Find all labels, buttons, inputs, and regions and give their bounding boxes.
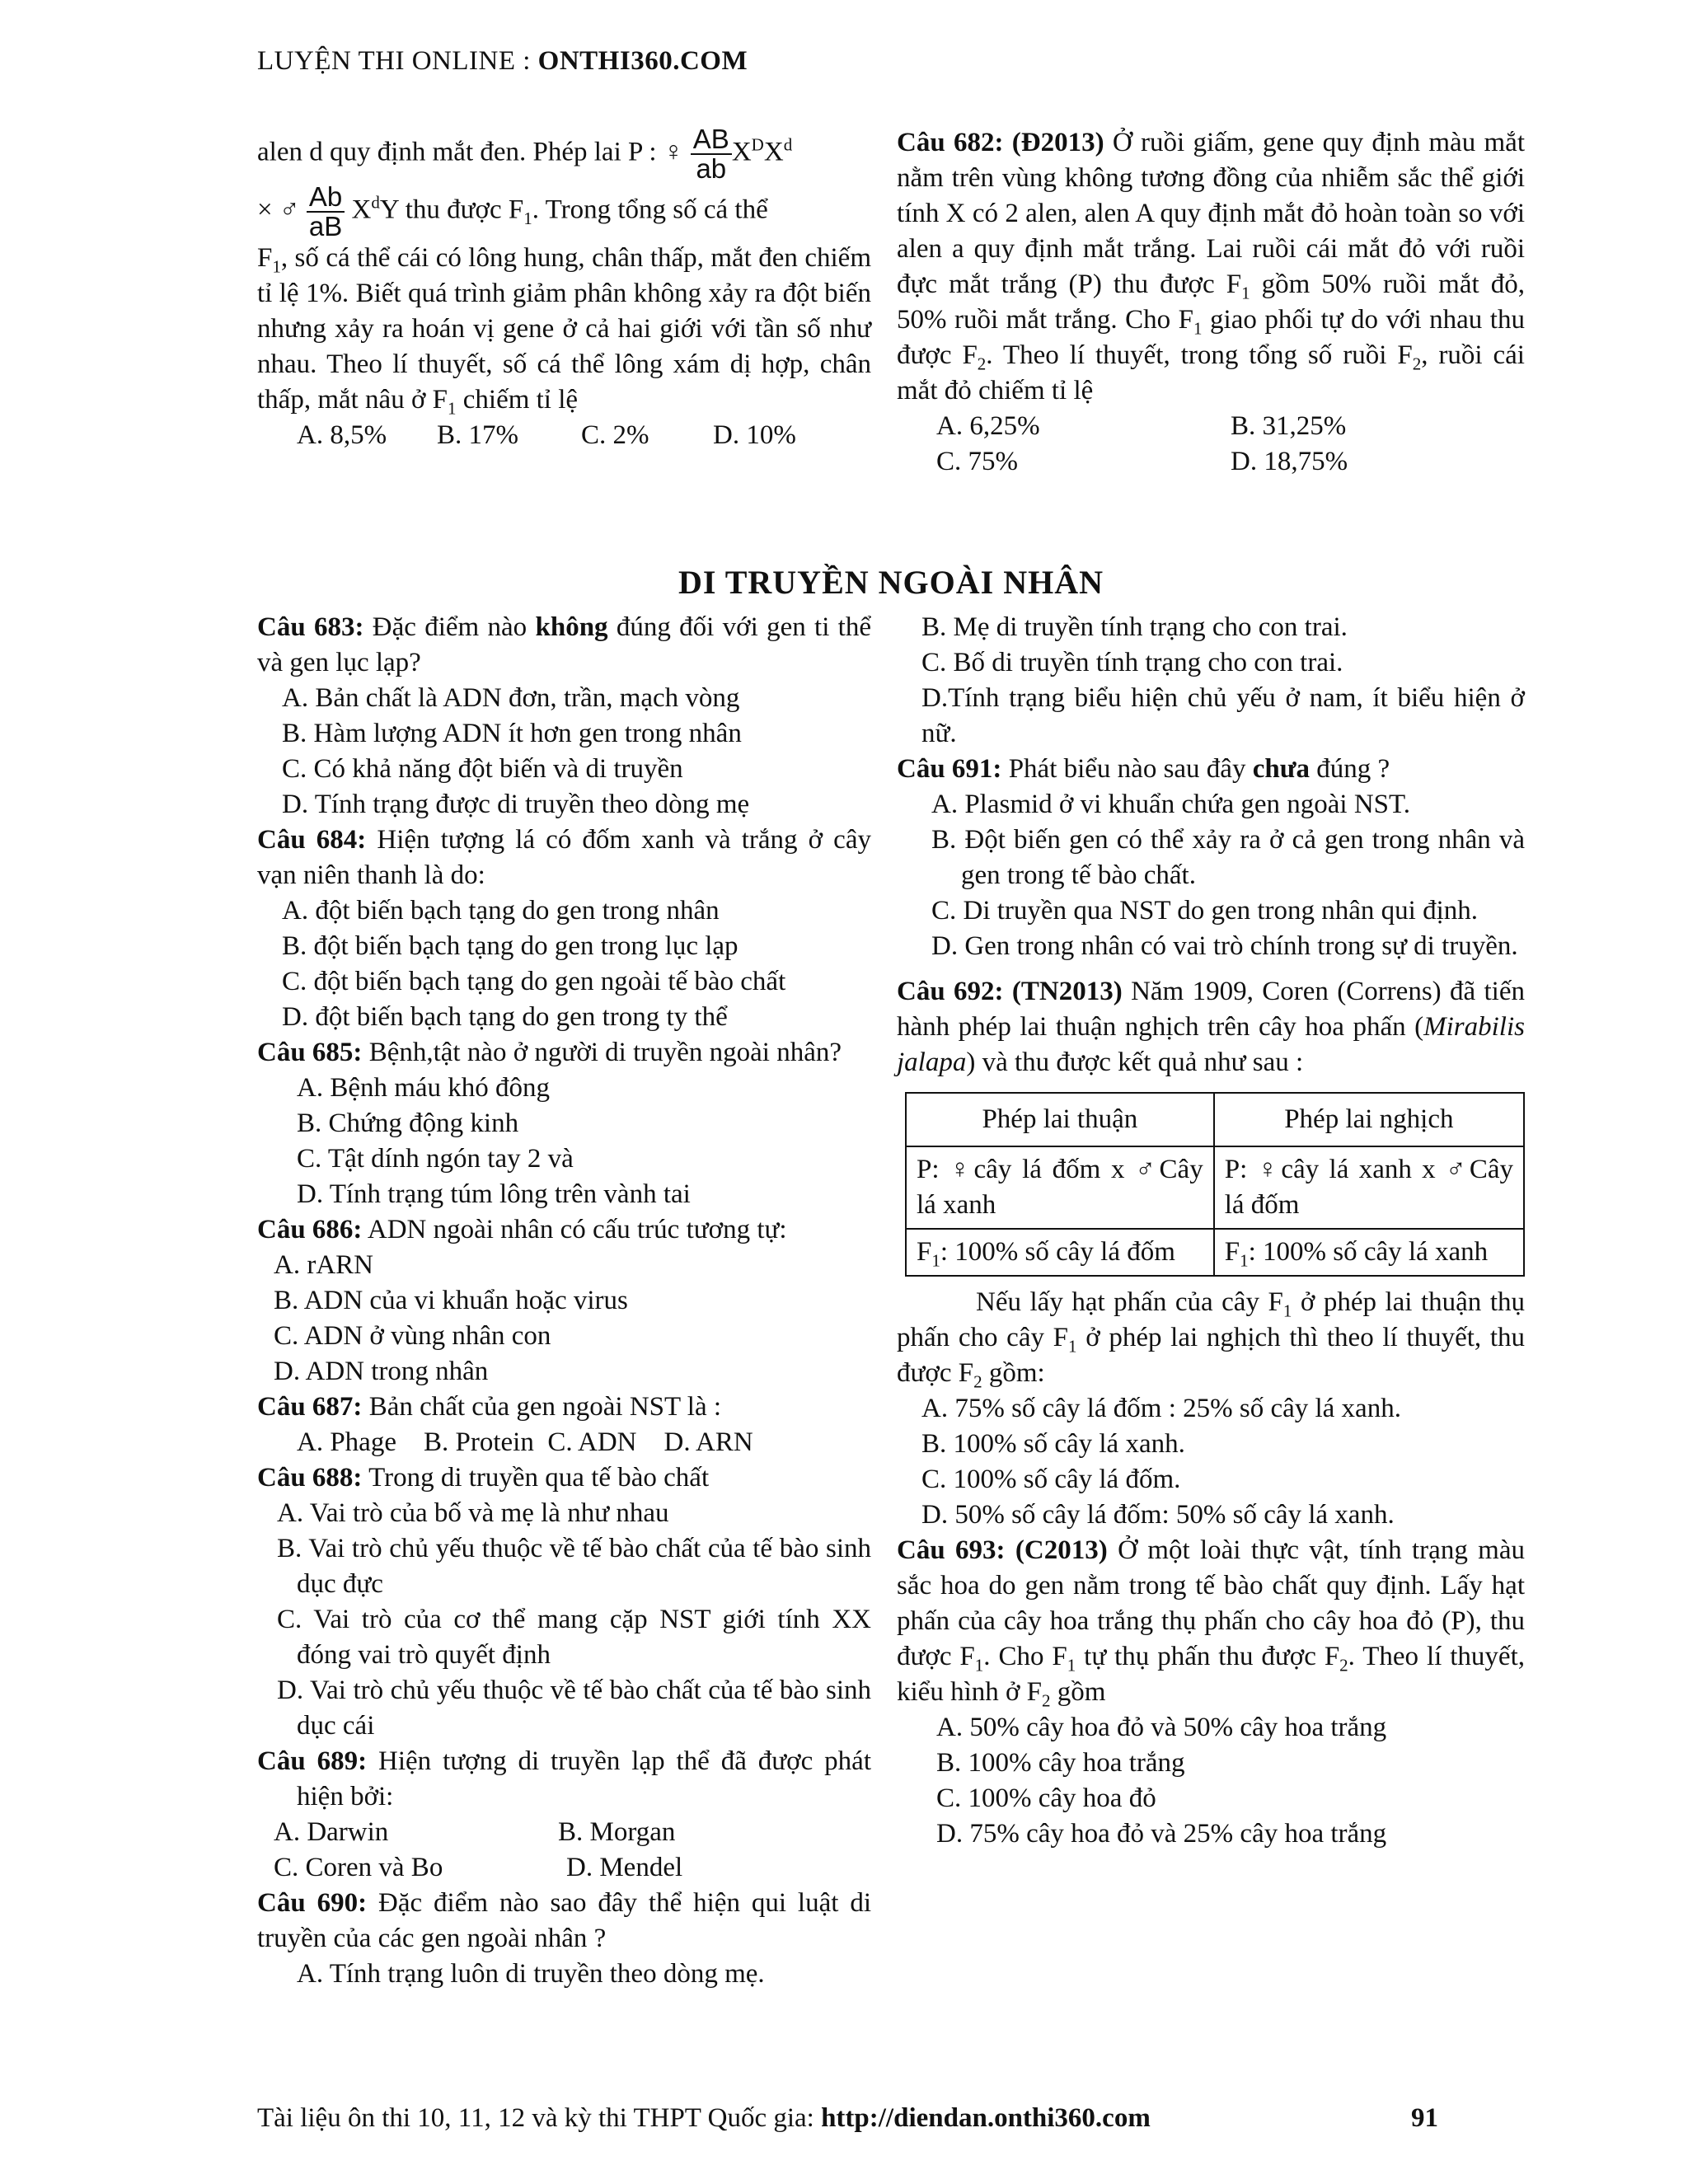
- option-c[interactable]: C. 100% cây hoa đỏ: [936, 1783, 1156, 1813]
- option-b[interactable]: B. Morgan: [558, 1817, 676, 1847]
- option-c[interactable]: C. Coren và Bo: [274, 1853, 443, 1882]
- question-689: Câu 689: Hiện tượng di truyền lạp thể đã được phát hiện bởi: A. Darwin B. Morgan C. Coren và Bo D. Mendel: [257, 1744, 871, 1886]
- question-690: Câu 690: Đặc điểm nào sao đây thể hiện qui luật di truyền của các gen ngoài nhân ? A. Tính trạng luôn di truyền theo dòng mẹ.: [257, 1886, 871, 1992]
- option-c[interactable]: C. Có khả năng đột biến và di truyền: [282, 754, 683, 784]
- option-d[interactable]: D. 18,75%: [1231, 447, 1348, 476]
- option-b[interactable]: B. Protein: [423, 1427, 534, 1457]
- question-682: Câu 682: (Đ2013) Ở ruồi giấm, gene quy định màu mắt nằm trên vùng không tương đồng của nhiễm sắc thể giới tính X có 2 alen, alen A quy định mắt đỏ hoàn toàn so với alen a quy định mắt trắng. Lai ruồi cái mắt đỏ với ruồi đực mắt trắng (P) thu được $F_1$ gồm 50% ruồi mắt đỏ, 50% ruồi mắt trắng. Cho $F_1$ giao phối tự do với nhau thu được $F_2$. Theo lí thuyết, trong tổng số ruồi $F_2$, ruồi cái mắt đỏ chiếm tỉ lệ A. 6,25% B. 31,25% C. 75% D. 18,75%: [897, 125, 1525, 480]
- option-a[interactable]: A. Bản chất là ADN đơn, trần, mạch vòng: [282, 683, 740, 713]
- option-b[interactable]: B. Mẹ di truyền tính trạng cho con trai.: [921, 612, 1348, 642]
- option-c[interactable]: C. ADN: [547, 1427, 637, 1457]
- table-cell: P: ♀cây lá xanh x ♂Cây lá đốm: [1214, 1146, 1524, 1229]
- question-683: Câu 683: Đặc điểm nào không đúng đối với gen ti thể và gen lục lạp? A. Bản chất là ADN đơn, trần, mạch vòng B. Hàm lượng ADN ít hơn gen trong nhân C. Có khả năng đột biến và di truyền D. Tính trạng được di truyền theo dòng mẹ: [257, 610, 871, 823]
- option-d[interactable]: D. 10%: [713, 420, 796, 450]
- option-b[interactable]: B. 17%: [437, 420, 518, 450]
- question-688: Câu 688: Trong di truyền qua tế bào chất A. Vai trò của bố và mẹ là như nhau B. Vai trò chủ yếu thuộc về tế bào chất của tế bào sinh dục đực C. Vai trò của cơ thể mang cặp NST giới tính XX đóng vai trò quyết định D. Vai trò chủ yếu thuộc về tế bào chất của tế bào sinh dục cái: [257, 1460, 871, 1744]
- option-c[interactable]: C. Vai trò của cơ thể mang cặp NST giới tính XX đóng vai trò quyết định: [277, 1605, 871, 1670]
- cross-table: [905, 1092, 1525, 1277]
- prev-question-text: alen d quy định mắt đen. Phép lai P : ♀ $\frac{AB}{ab}$ $X^DX^d$ × ♂ $\frac{Ab}{aB}$ $X^dY$ thu được $F_1$. Trong tổng số cá thể $F_1$, số cá thể cái có lông hung, chân thấp, mắt đen chiếm tỉ lệ 1%. Biết quá trình giảm phân không xảy ra đột biến nhưng xảy ra hoán vị gene ở cả hai giới với tần số như nhau. Theo lí thuyết, số cá thể lông xám dị hợp, chân thấp, mắt nâu ở $F_1$ chiếm tỉ lệ: [257, 124, 871, 419]
- top-left-column: [257, 125, 871, 453]
- question-label: Câu 692: (TN2013): [897, 977, 1123, 1006]
- genotype-fraction-2: $\frac{Ab}{aB}$: [307, 183, 345, 241]
- option-b[interactable]: B. 100% số cây lá xanh.: [921, 1429, 1185, 1459]
- option-a[interactable]: A. Tính trạng luôn di truyền theo dòng mẹ.: [297, 1959, 765, 1989]
- option-c[interactable]: C. đột biến bạch tạng do gen ngoài tế bào chất: [282, 967, 786, 996]
- option-b[interactable]: B. đột biến bạch tạng do gen trong lục lạp: [282, 931, 738, 961]
- question-686: Câu 686: ADN ngoài nhân có cấu trúc tương tự: A. rARN B. ADN của vi khuẩn hoặc virus C. ADN ở vùng nhân con D. ADN trong nhân: [257, 1212, 871, 1390]
- section-title: DI TRUYỀN NGOÀI NHÂN: [678, 564, 1104, 601]
- option-d[interactable]: D. ADN trong nhân: [274, 1357, 489, 1386]
- question-label: Câu 683:: [257, 612, 364, 642]
- question-label: Câu 687:: [257, 1392, 363, 1422]
- option-b[interactable]: B. ADN của vi khuẩn hoặc virus: [274, 1286, 628, 1315]
- question-label: Câu 685:: [257, 1038, 363, 1067]
- option-b[interactable]: B. Chứng động kinh: [297, 1108, 519, 1138]
- question-label: Câu 686:: [257, 1215, 363, 1244]
- page-number: 91: [1411, 2103, 1438, 2133]
- question-684: Câu 684: Hiện tượng lá có đốm xanh và trắng ở cây vạn niên thanh là do: A. đột biến bạch tạng do gen trong nhân B. đột biến bạch tạng do gen trong lục lạp C. đột biến bạch tạng do gen ngoài tế bào chất D. đột biến bạch tạng do gen trong ty thể: [257, 823, 871, 1035]
- option-d[interactable]: D.Tính trạng biểu hiện chủ yếu ở nam, ít biểu hiện ở nữ.: [921, 683, 1525, 748]
- option-b[interactable]: B. 31,25%: [1231, 411, 1347, 441]
- table-cell: $F_1$: 100% số cây lá xanh: [1214, 1229, 1524, 1276]
- option-d[interactable]: D. 50% số cây lá đốm: 50% số cây lá xanh.: [921, 1500, 1395, 1530]
- option-a[interactable]: A. 50% cây hoa đỏ và 50% cây hoa trắng: [936, 1713, 1387, 1742]
- footer-text: Tài liệu ôn thi 10, 11, 12 và kỳ thi THPT Quốc gia:: [257, 2103, 822, 2133]
- option-a[interactable]: A. Darwin: [274, 1817, 389, 1847]
- option-a[interactable]: A. 8,5%: [297, 420, 387, 450]
- genotype-fraction-1: $\frac{AB}{ab}$: [691, 125, 732, 183]
- option-c[interactable]: C. 75%: [936, 447, 1018, 476]
- option-d[interactable]: D. Vai trò chủ yếu thuộc về tế bào chất của tế bào sinh dục cái: [277, 1675, 871, 1741]
- question-687: Câu 687: Bản chất của gen ngoài NST là : A. Phage B. Protein C. ADN D. ARN: [257, 1392, 753, 1457]
- prev-question-options: [257, 418, 871, 453]
- header-prefix: LUYỆN THI ONLINE :: [257, 46, 538, 76]
- question-685: Câu 685: Bệnh,tật nào ở người di truyền ngoài nhân? A. Bệnh máu khó đông B. Chứng động kinh C. Tật dính ngón tay 2 và D. Tính trạng túm lông trên vành tai: [257, 1035, 871, 1212]
- footer-link[interactable]: http://diendan.onthi360.com: [821, 2103, 1151, 2133]
- option-d[interactable]: D. Tính trạng được di truyền theo dòng mẹ: [282, 790, 750, 819]
- option-b[interactable]: B. Đột biến gen có thể xảy ra ở cả gen trong nhân và gen trong tế bào chất.: [931, 825, 1525, 890]
- option-a[interactable]: A. 75% số cây lá đốm : 25% số cây lá xanh.: [921, 1394, 1401, 1423]
- option-a[interactable]: A. Plasmid ở vi khuẩn chứa gen ngoài NST.: [931, 790, 1410, 819]
- question-691: Câu 691: Phát biểu nào sau đây chưa đúng ? A. Plasmid ở vi khuẩn chứa gen ngoài NST. B. Đột biến gen có thể xảy ra ở cả gen trong nhân và gen trong tế bào chất. C. Di truyền qua NST do gen trong nhân qui định. D. Gen trong nhân có vai trò chính trong sự di truyền.: [897, 752, 1525, 964]
- option-d[interactable]: D. đột biến bạch tạng do gen trong ty thể: [282, 1002, 728, 1032]
- table-cell: P: ♀cây lá đốm x ♂Cây lá xanh: [906, 1146, 1214, 1229]
- question-692: Câu 692: (TN2013) Năm 1909, Coren (Correns) đã tiến hành phép lai thuận nghịch trên cây hoa phấn (Mirabilis jalapa) và thu được kết quả như sau : Phép lai thuận Phép lai nghịch P: ♀cây lá đốm x ♂Cây lá xanh P: ♀cây lá xanh x ♂Cây lá đốm $F_1$: 100% số cây lá đốm $F_1$: 100% số cây lá xanh Nếu lấy hạt phấn của cây $F_1$ ở phép lai thuận thụ phấn cho cây $F_1$ ở phép lai nghịch thì theo lí thuyết, thu được $F_2$ gồm: A. 75% số cây lá đốm : 25% số cây lá xanh. B. 100% số cây lá xanh. C. 100% số cây lá đốm. D. 50% số cây lá đốm: 50% số cây lá xanh.: [897, 974, 1525, 1533]
- option-a[interactable]: A. đột biến bạch tạng do gen trong nhân: [282, 896, 720, 926]
- option-d[interactable]: D. Gen trong nhân có vai trò chính trong sự di truyền.: [931, 931, 1518, 961]
- right-column: [897, 610, 1525, 1852]
- page-footer: [257, 2103, 1444, 2134]
- question-label: Câu 691:: [897, 754, 1002, 784]
- option-c[interactable]: C. Di truyền qua NST do gen trong nhân qui định.: [931, 896, 1478, 926]
- table-header-nghich: Phép lai nghịch: [1214, 1093, 1524, 1146]
- question-693: Câu 693: (C2013) Ở một loài thực vật, tính trạng màu sắc hoa do gen nằm trong tế bào chất quy định. Lấy hạt phấn của cây hoa trắng thụ phấn cho cây hoa đỏ (P), thu được $F_1$. Cho $F_1$ tự thụ phấn thu được $F_2$. Theo lí thuyết, kiểu hình ở $F_2$ gồm A. 50% cây hoa đỏ và 50% cây hoa trắng B. 100% cây hoa trắng C. 100% cây hoa đỏ D. 75% cây hoa đỏ và 25% cây hoa trắng: [897, 1533, 1525, 1852]
- option-a[interactable]: A. 6,25%: [936, 411, 1040, 441]
- question-label: Câu 688:: [257, 1463, 363, 1493]
- question-label: Câu 684:: [257, 825, 367, 855]
- table-header-thuan: Phép lai thuận: [906, 1093, 1214, 1146]
- table-cell: $F_1$: 100% số cây lá đốm: [906, 1229, 1214, 1276]
- option-d[interactable]: D. ARN: [663, 1427, 753, 1457]
- question-label: Câu 689:: [257, 1746, 368, 1776]
- option-a[interactable]: A. Bệnh máu khó đông: [297, 1073, 551, 1103]
- page-header: [257, 46, 748, 77]
- question-label: Câu 690:: [257, 1888, 368, 1918]
- question-label: Câu 682: (Đ2013): [897, 128, 1104, 157]
- option-c[interactable]: C. 2%: [581, 420, 649, 450]
- header-site[interactable]: ONTHI360.COM: [537, 46, 748, 76]
- question-label: Câu 693: (C2013): [897, 1535, 1108, 1565]
- option-a[interactable]: A. Vai trò của bố và mẹ là như nhau: [277, 1498, 669, 1528]
- option-a[interactable]: A. rARN: [274, 1250, 373, 1280]
- left-column: [257, 610, 871, 1992]
- option-a[interactable]: A. Phage: [297, 1427, 396, 1457]
- option-d[interactable]: D. Tính trạng túm lông trên vành tai: [297, 1179, 691, 1209]
- option-d[interactable]: D. 75% cây hoa đỏ và 25% cây hoa trắng: [936, 1819, 1387, 1849]
- option-c[interactable]: C. 100% số cây lá đốm.: [921, 1465, 1181, 1494]
- option-c[interactable]: C. Bố di truyền tính trạng cho con trai.: [921, 648, 1343, 677]
- option-c[interactable]: C. ADN ở vùng nhân con: [274, 1321, 551, 1351]
- option-b[interactable]: B. 100% cây hoa trắng: [936, 1748, 1185, 1778]
- option-d[interactable]: D. Mendel: [566, 1853, 683, 1882]
- option-c[interactable]: C. Tật dính ngón tay 2 và: [297, 1144, 574, 1174]
- option-b[interactable]: B. Vai trò chủ yếu thuộc về tế bào chất của tế bào sinh dục đực: [277, 1534, 871, 1599]
- option-b[interactable]: B. Hàm lượng ADN ít hơn gen trong nhân: [282, 719, 742, 748]
- question-690-cont: [897, 610, 1525, 752]
